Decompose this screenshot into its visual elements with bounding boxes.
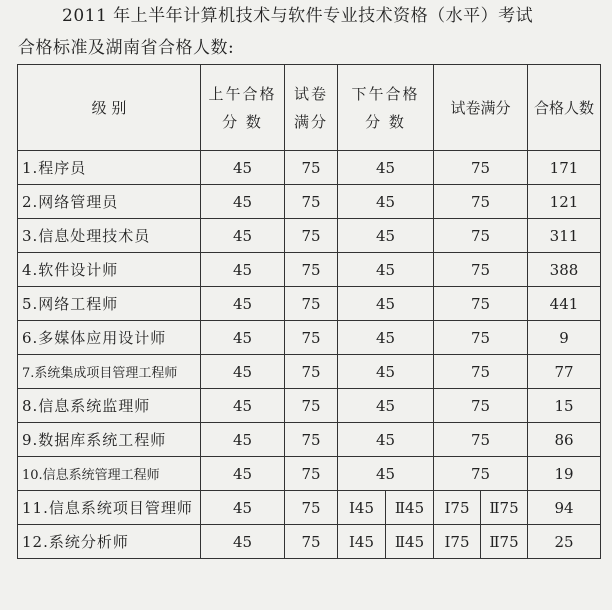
row-am-pass: 45	[201, 151, 285, 185]
table-row	[18, 491, 601, 525]
row-pm-full-split	[434, 491, 528, 525]
pm-full-part-2: Ⅱ75	[480, 525, 527, 558]
header-level: 级 别	[18, 65, 201, 151]
row-name: 5.网络工程师	[18, 287, 201, 321]
row-am-pass: 45	[201, 355, 285, 389]
row-pm-full: 75	[434, 287, 528, 321]
row-am-full: 75	[285, 355, 338, 389]
row-name: 6.多媒体应用设计师	[18, 321, 201, 355]
row-pm-full: 75	[434, 423, 528, 457]
header-am-full: 试卷 满分	[285, 65, 338, 151]
row-pm-full: 75	[434, 219, 528, 253]
table-row	[18, 185, 601, 219]
row-pm-full: 75	[434, 355, 528, 389]
row-am-full: 75	[285, 423, 338, 457]
pm-pass-part-1: Ⅰ45	[348, 532, 374, 551]
row-pm-pass: 45	[338, 151, 434, 185]
pm-full-part-2: Ⅱ75	[480, 491, 527, 524]
row-am-full: 75	[285, 525, 338, 559]
row-am-full: 75	[285, 219, 338, 253]
table-row	[18, 525, 601, 559]
pass-standard-table	[17, 64, 601, 559]
row-am-pass: 45	[201, 491, 285, 525]
row-am-pass: 45	[201, 525, 285, 559]
table-row	[18, 423, 601, 457]
row-pm-pass: 45	[338, 287, 434, 321]
row-pm-full-split	[434, 525, 528, 559]
table-row	[18, 219, 601, 253]
row-count: 441	[528, 287, 601, 321]
row-am-pass: 45	[201, 321, 285, 355]
header-pm-pass: 下午合格 分 数	[338, 65, 434, 151]
row-pm-pass: 45	[338, 423, 434, 457]
document-title	[18, 0, 612, 64]
title-line-1: 2011 年上半年计算机技术与软件专业技术资格（水平）考试	[62, 6, 534, 26]
pm-pass-part-2: Ⅱ45	[385, 525, 433, 558]
row-count: 9	[528, 321, 601, 355]
row-pm-full: 75	[434, 389, 528, 423]
row-am-full: 75	[285, 321, 338, 355]
row-am-pass: 45	[201, 253, 285, 287]
row-name: 4.软件设计师	[18, 253, 201, 287]
table-row	[18, 355, 601, 389]
pm-full-part-1: Ⅰ75	[444, 532, 470, 551]
row-am-full: 75	[285, 491, 338, 525]
row-am-full: 75	[285, 151, 338, 185]
header-count: 合格人数	[528, 65, 601, 151]
row-name: 2.网络管理员	[18, 185, 201, 219]
row-name: 10.信息系统管理工程师	[18, 457, 201, 491]
row-name: 11.信息系统项目管理师	[18, 491, 201, 525]
row-am-full: 75	[285, 287, 338, 321]
row-pm-full: 75	[434, 151, 528, 185]
table-row	[18, 287, 601, 321]
row-name: 3.信息处理技术员	[18, 219, 201, 253]
table-header-row	[18, 65, 601, 151]
pm-pass-part-2: Ⅱ45	[385, 491, 433, 524]
row-pm-pass-split	[338, 491, 434, 525]
row-am-full: 75	[285, 185, 338, 219]
row-count: 77	[528, 355, 601, 389]
row-pm-pass: 45	[338, 457, 434, 491]
row-am-full: 75	[285, 457, 338, 491]
row-name: 12.系统分析师	[18, 525, 201, 559]
row-count: 94	[528, 491, 601, 525]
row-am-pass: 45	[201, 219, 285, 253]
row-count: 311	[528, 219, 601, 253]
row-pm-pass: 45	[338, 253, 434, 287]
row-pm-full: 75	[434, 457, 528, 491]
row-am-pass: 45	[201, 287, 285, 321]
row-count: 86	[528, 423, 601, 457]
row-name: 1.程序员	[18, 151, 201, 185]
table-row	[18, 253, 601, 287]
row-count: 388	[528, 253, 601, 287]
header-am-pass: 上午合格 分 数	[201, 65, 285, 151]
row-am-full: 75	[285, 389, 338, 423]
row-am-full: 75	[285, 253, 338, 287]
row-pm-pass: 45	[338, 219, 434, 253]
row-pm-pass: 45	[338, 185, 434, 219]
title-line-2: 合格标准及湖南省合格人数:	[18, 38, 235, 58]
row-pm-pass: 45	[338, 389, 434, 423]
row-pm-pass: 45	[338, 321, 434, 355]
row-count: 19	[528, 457, 601, 491]
row-am-pass: 45	[201, 457, 285, 491]
row-name: 9.数据库系统工程师	[18, 423, 201, 457]
row-pm-pass-split	[338, 525, 434, 559]
table-row	[18, 321, 601, 355]
header-pm-full: 试卷满分	[434, 65, 528, 151]
table-row	[18, 151, 601, 185]
row-am-pass: 45	[201, 185, 285, 219]
pm-pass-part-1: Ⅰ45	[348, 498, 374, 517]
row-pm-pass: 45	[338, 355, 434, 389]
row-count: 15	[528, 389, 601, 423]
row-count: 121	[528, 185, 601, 219]
table-row	[18, 389, 601, 423]
row-pm-full: 75	[434, 321, 528, 355]
row-pm-full: 75	[434, 185, 528, 219]
row-count: 25	[528, 525, 601, 559]
pm-full-part-1: Ⅰ75	[444, 498, 470, 517]
row-am-pass: 45	[201, 423, 285, 457]
row-am-pass: 45	[201, 389, 285, 423]
row-count: 171	[528, 151, 601, 185]
row-pm-full: 75	[434, 253, 528, 287]
row-name: 8.信息系统监理师	[18, 389, 201, 423]
table-row	[18, 457, 601, 491]
row-name: 7.系统集成项目管理工程师	[18, 355, 201, 389]
